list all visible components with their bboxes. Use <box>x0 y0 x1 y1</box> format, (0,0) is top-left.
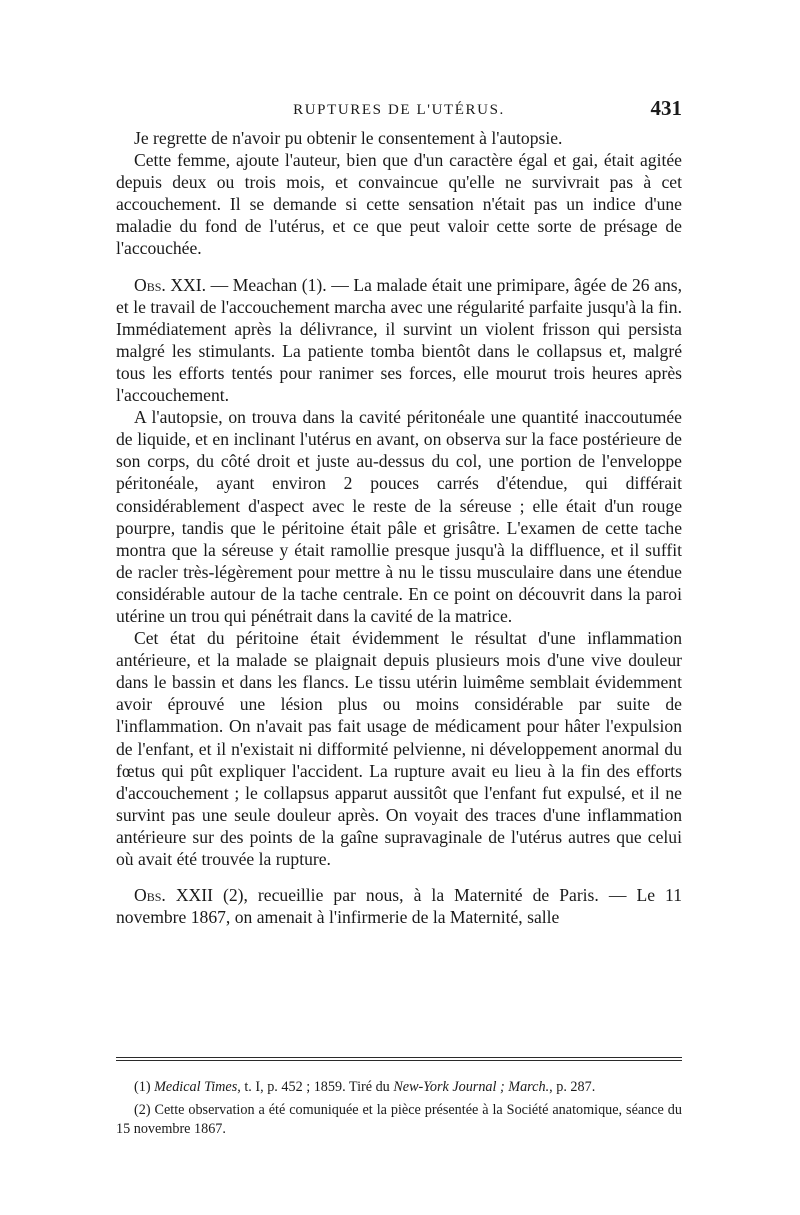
footnote-1 <box>116 1078 682 1097</box>
running-title: RUPTURES DE L'UTÉRUS. <box>293 102 505 118</box>
footnote-1-mid: , t. I, p. 452 ; 1859. Tiré du <box>237 1079 394 1095</box>
body-text <box>116 127 682 928</box>
footnote-rule-top <box>116 1057 682 1058</box>
page-header <box>116 96 682 126</box>
footnote-1-end: , p. 287. <box>549 1079 596 1095</box>
footnote-1-journal: New-York Journal ; March. <box>393 1079 550 1095</box>
footnote-rule-bottom <box>116 1060 682 1061</box>
paragraph-autopsy-regret: Je regrette de n'avoir pu obtenir le consentement à l'autopsie. <box>134 128 563 148</box>
obs-21-label: Obs. XXI. <box>134 274 207 295</box>
footnote-1-title: Medical Times <box>154 1079 238 1095</box>
footnote-1-mark: (1) <box>134 1079 155 1095</box>
page-number: 431 <box>650 96 682 120</box>
obs-22-text: (2), recueillie par nous, à la Maternité de Paris. — Le 11 novembre 1867, on amenait à l'infirmerie de la Maternité, salle <box>116 885 683 928</box>
paragraph-obs-22 <box>116 884 682 928</box>
footnote-separator <box>116 1057 682 1063</box>
paragraph-autopsy-findings: A l'autopsie, on trouva dans la cavité péritonéale une quantité inaccoutumée de liquide, et en inclinant l'utérus en avant, on observa sur la face postérieure de son corps, du côté droit et juste au-dessus du col, une portion de l'enveloppe péritonéale, ayant environ 2 pouces carrés d'étendue, qui différait considérablement d'aspect avec le reste de la séreuse ; elle était d'un rouge pourpre, tandis que le péritoine était pâle et grisâtre. L'examen de cette tache montra que la séreuse y était ramollie presque jusqu'à la diffluence, et il suffit de racler très-légèrement pour mettre à nu le tissu musculaire dans une étendue considérable autour de la tache centrale. En ce point on découvrit dans la paroi utérine un trou qui pénétrait dans la cavité de la matrice. <box>116 407 682 626</box>
paragraph-author-comment: Cette femme, ajoute l'auteur, bien que d'un caractère égal et gai, était agitée depuis deux ou trois mois, et convaincue qu'elle ne survivrait pas à cet accouchement. Il se demande si cette sensation n'était pas un indice d'une maladie du fond de l'utérus, et ce que peut valoir cette sorte de présage de l'accouchée. <box>116 150 682 259</box>
paragraph-peritoneum-state: Cet état du péritoine était évidemment le résultat d'une inflammation antérieure, et la malade se plaignait depuis plusieurs mois d'une vive douleur dans le bassin et dans les flancs. Le tissu utérin luimême semblait évidemment avoir éprouvé une lésion plus ou moins considérable par suite de l'inflammation. On n'avait pas fait usage de médicament pour hâter l'expulsion de l'enfant, et il n'existait ni difformité pelvienne, ni développement anormal du fœtus qui pût expliquer l'accident. La rupture avait eu lieu à la fin des efforts d'accouchement ; le collapsus apparut aussitôt que l'enfant fut expulsé, et il ne survint pas une seule douleur après. On voyait des traces d'une inflammation antérieure sur des points de la gaîne supravaginale de l'utérus autres que celui où avait été trouvée la rupture. <box>116 628 682 869</box>
obs-22-label: Obs. XXII <box>134 885 213 906</box>
paragraph-obs-21 <box>116 274 682 407</box>
footnote-2: (2) Cette observation a été comuniquée et la pièce présentée à la Société anatomique, séance du 15 novembre 1867. <box>116 1102 682 1137</box>
footnotes <box>116 1078 682 1139</box>
obs-21-text: — Meachan (1). — La malade était une primipare, âgée de 26 ans, et le travail de l'accouchement marcha avec une régularité parfaite jusqu'à la fin. Immédiatement après la délivrance, il survint un violent frisson qui persista malgré les stimulants. La patiente tomba bientôt dans le collapsus et, malgré tous les efforts tentés pour ranimer ses forces, elle mourut trois heures après l'accouchement. <box>116 274 682 406</box>
